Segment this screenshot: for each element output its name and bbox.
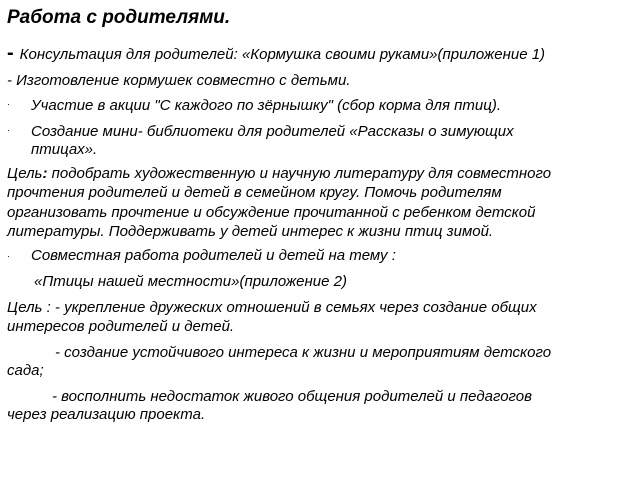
goal2-sub2-line-1: - восполнить недостаток живого общения родителей и педагогов bbox=[52, 388, 532, 405]
library-line-1: Создание мини- библиотеки для родителей «Рассказы о зимующих bbox=[31, 123, 514, 140]
goal1-label: Цель bbox=[7, 165, 43, 182]
feeders-line: - Изготовление кормушек совместно с детьми. bbox=[7, 72, 351, 89]
goal1-line-2: прочтения родителей и детей в семейном кругу. Помочь родителям bbox=[7, 184, 502, 201]
bullet-marker: · bbox=[7, 99, 10, 109]
goal1-line-1 bbox=[7, 165, 551, 183]
action-line: Участие в акции "С каждого по зёрнышку" (сбор корма для птиц). bbox=[31, 97, 502, 114]
bullet-marker: · bbox=[7, 251, 10, 261]
goal1-colon: : bbox=[42, 165, 48, 182]
goal1-line-4: литературы. Поддерживать у детей интерес к жизни птиц зимой. bbox=[7, 223, 494, 240]
consultation-line bbox=[7, 44, 545, 64]
page-title: Работа с родителями. bbox=[7, 7, 231, 28]
library-line-2: птицах». bbox=[31, 141, 98, 158]
consultation-text: Консультация для родителей: «Кормушка своими руками»(приложение 1) bbox=[19, 46, 546, 63]
joint-work-line: Совместная работа родителей и детей на тему : bbox=[31, 247, 396, 264]
birds-topic-line: «Птицы нашей местности»(приложение 2) bbox=[34, 273, 347, 290]
goal2-sub2-line-2: через реализацию проекта. bbox=[7, 406, 206, 423]
goal1-line-3: организовать прочтение и обсуждение прочитанной с ребенком детской bbox=[7, 204, 536, 221]
goal1-line-1-text: подобрать художественную и научную литературу для совместного bbox=[47, 165, 552, 182]
goal2-sub1-line-1: - создание устойчивого интереса к жизни и мероприятиям детского bbox=[55, 344, 552, 361]
bullet-marker: · bbox=[7, 125, 10, 135]
dash-marker: - bbox=[7, 42, 14, 64]
goal2-sub1-line-2: сада; bbox=[7, 362, 44, 379]
goal2-line-2: интересов родителей и детей. bbox=[7, 318, 235, 335]
goal2-line-1: Цель : - укрепление дружеских отношений в семьях через создание общих bbox=[7, 299, 537, 316]
